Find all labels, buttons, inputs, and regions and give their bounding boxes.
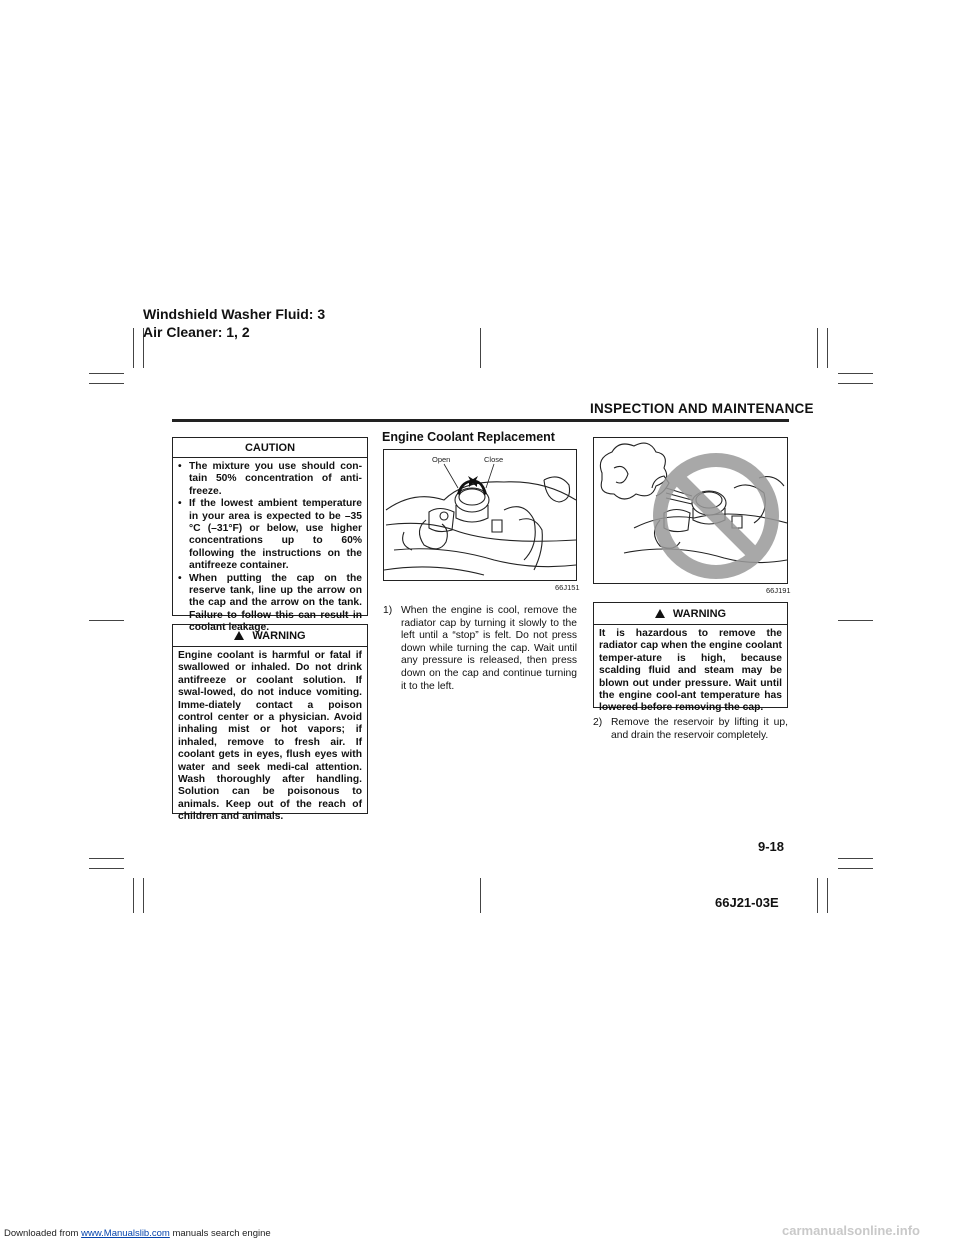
caution-title: CAUTION [173, 438, 367, 458]
label-open: Open [432, 455, 451, 464]
radiator-cap-illustration [384, 450, 577, 581]
step-2 [593, 717, 788, 742]
caution-item: • The mixture you use should con-tain 50% concentration of anti-freeze. [178, 461, 362, 497]
warning-box-left [172, 624, 368, 823]
figure-code-66J151: 66J151 [555, 583, 580, 592]
step-2-text: Remove the reservoir by lifting it up, and drain the reservoir completely. [611, 717, 788, 741]
header-line-1: Windshield Washer Fluid: 3 [143, 306, 326, 322]
warning-text-left: Engine coolant is harmful or fatal if swallowed or inhaled. Do not drink antifreeze or coolant solution. If swal-lowed, do not induce vomiting. Imme-diately contact a poison control center or a physician. Avoid inhaling mist or hot vapors; if inhaled, remove to fresh air. If coolant gets in eyes, flush eyes with water and seek medi-cal attention. Wash thoroughly after handling. Solution can be poisonous to animals. Keep out of the reach of children and animals. [178, 650, 362, 823]
radiator-cap-figure [383, 449, 577, 581]
hot-cap-prohibited-illustration [594, 438, 788, 584]
caution-item: • If the lowest ambient temperature in your area is expected to be –35 °C (–31°F) or below, use higher concentrations up to 60% following the instructions on the antifreeze container. [178, 498, 362, 572]
bullet-icon: • [178, 461, 182, 472]
bullet-icon: • [178, 498, 182, 510]
footer-download [4, 1228, 271, 1239]
warning-box-right [593, 602, 788, 714]
header-rule [172, 419, 789, 422]
header-title [143, 305, 325, 341]
document-code: 66J21-03E [715, 895, 779, 910]
label-close: Close [484, 455, 504, 464]
section-title: INSPECTION AND MAINTENANCE [590, 401, 814, 416]
figure-code-66J191: 66J191 [766, 586, 791, 595]
warning-text-right: It is hazardous to remove the radiator cap when the engine coolant temper-ature is high, because scalding fluid and steam may be blown out under pressure. Wait until the engine cool-ant temperature has lowered before removing the cap. [599, 628, 782, 714]
warning-title-left: WARNING [173, 625, 367, 647]
bullet-icon: • [178, 572, 182, 584]
warning-title-right: WARNING [594, 603, 787, 625]
warning-triangle-icon [655, 609, 665, 618]
step-1 [383, 605, 577, 693]
footer-suffix: manuals search engine [172, 1228, 271, 1239]
caution-item: • When putting the cap on the reserve tank, line up the arrow on the cap and the arrow on the tank. Failure to follow this can result in coolant leakage. [178, 572, 362, 634]
manualslib-link[interactable]: www.Manualslib.com [81, 1228, 170, 1239]
step-1-number: 1) [383, 605, 393, 616]
step-1-text: When the engine is cool, remove the radiator cap by turning it slowly to the left until a “stop” is felt. Do not press down while turning the cap. Wait until any pressure is released, then press down on the cap and continue turning it to the left. [401, 605, 577, 692]
engine-coolant-heading: Engine Coolant Replacement [382, 430, 555, 444]
footer-watermark: carmanualsonline.info [782, 1223, 920, 1238]
caution-box [172, 437, 368, 634]
footer-prefix: Downloaded from [4, 1228, 79, 1239]
header-line-2: Air Cleaner: 1, 2 [143, 324, 250, 340]
caution-body [173, 458, 367, 639]
page-number: 9-18 [758, 839, 785, 854]
step-2-number: 2) [593, 717, 603, 728]
no-open-hot-cap-figure [593, 437, 788, 584]
warning-triangle-icon [234, 631, 244, 640]
